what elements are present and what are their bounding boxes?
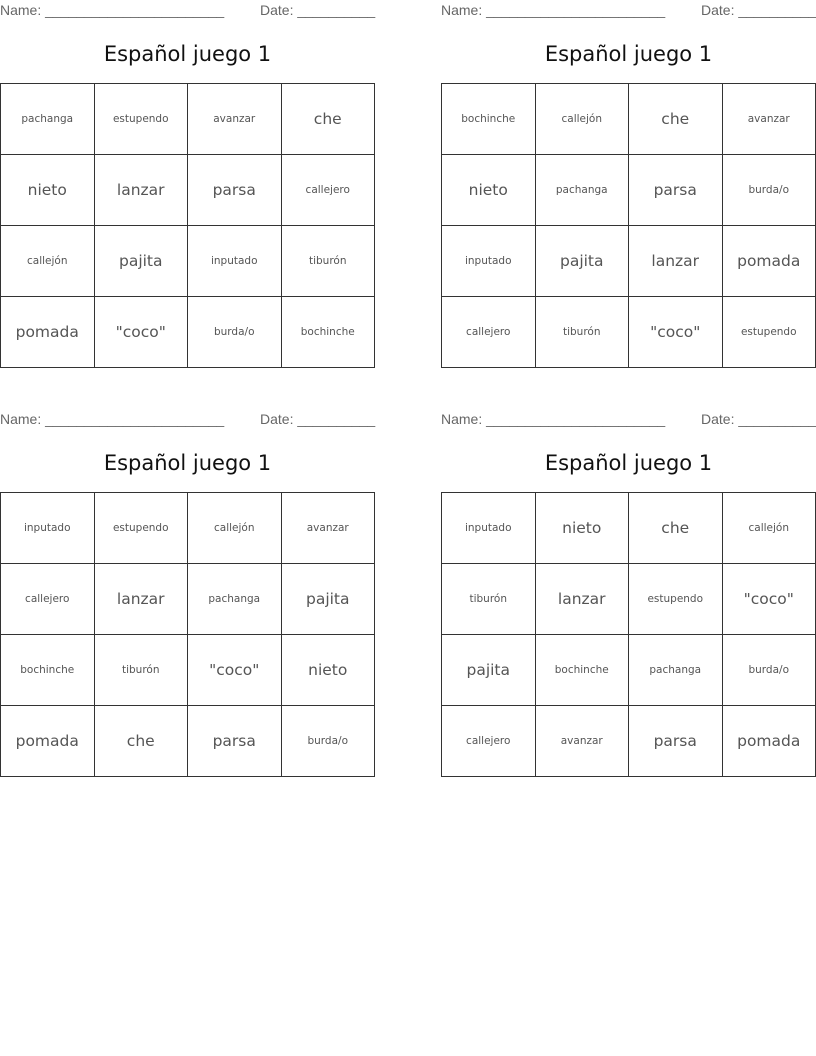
bingo-card <box>441 409 816 750</box>
grid-cell: pomada <box>722 706 816 777</box>
date-line: Date: __________ <box>701 411 816 427</box>
grid-cell: pachanga <box>629 635 723 706</box>
grid-cell: callejero <box>442 297 536 368</box>
grid-cell: bochinche <box>442 84 536 155</box>
grid-cell: burda/o <box>188 297 282 368</box>
grid-cell: nieto <box>442 155 536 226</box>
grid-cell: parsa <box>188 706 282 777</box>
grid-cell: estupendo <box>722 297 816 368</box>
grid-row <box>442 635 816 706</box>
grid-cell: callejón <box>1 226 95 297</box>
bingo-grid <box>441 83 816 368</box>
grid-row <box>1 297 375 368</box>
grid-cell: pachanga <box>1 84 95 155</box>
grid-cell: che <box>629 493 723 564</box>
grid-cell: avanzar <box>188 84 282 155</box>
grid-cell: pachanga <box>188 564 282 635</box>
grid-row <box>1 706 375 777</box>
grid-row <box>1 564 375 635</box>
grid-cell: bochinche <box>281 297 375 368</box>
grid-row <box>442 84 816 155</box>
grid-row <box>1 493 375 564</box>
grid-cell: tiburón <box>535 297 629 368</box>
grid-cell: pajita <box>442 635 536 706</box>
grid-cell: parsa <box>629 706 723 777</box>
card-header <box>0 409 375 431</box>
card-title: Español juego 1 <box>544 42 713 66</box>
grid-cell: parsa <box>629 155 723 226</box>
card-header <box>441 409 816 431</box>
grid-cell: burda/o <box>722 155 816 226</box>
grid-cell: pachanga <box>535 155 629 226</box>
bingo-grid <box>0 83 375 368</box>
grid-cell: pomada <box>722 226 816 297</box>
grid-cell: pomada <box>1 297 95 368</box>
bingo-card <box>0 0 376 341</box>
grid-row <box>1 155 375 226</box>
grid-cell: estupendo <box>629 564 723 635</box>
grid-cell: bochinche <box>535 635 629 706</box>
date-line: Date: __________ <box>260 2 376 18</box>
name-line: Name: _______________________ <box>441 411 666 427</box>
grid-cell: parsa <box>188 155 282 226</box>
grid-cell: tiburón <box>94 635 188 706</box>
grid-cell: che <box>281 84 375 155</box>
grid-cell: pajita <box>535 226 629 297</box>
grid-cell: estupendo <box>94 84 188 155</box>
grid-cell: nieto <box>535 493 629 564</box>
name-line: Name: _______________________ <box>0 2 225 18</box>
grid-row <box>442 564 816 635</box>
grid-cell: avanzar <box>722 84 816 155</box>
grid-cell: tiburón <box>281 226 375 297</box>
grid-cell: callejón <box>722 493 816 564</box>
grid-row <box>442 155 816 226</box>
grid-cell: callejón <box>535 84 629 155</box>
bingo-card <box>441 0 816 341</box>
grid-row <box>442 706 816 777</box>
grid-cell: inputado <box>442 226 536 297</box>
grid-cell: lanzar <box>94 564 188 635</box>
grid-cell: nieto <box>281 635 375 706</box>
grid-cell: che <box>629 84 723 155</box>
card-header <box>0 0 375 22</box>
grid-cell: inputado <box>188 226 282 297</box>
grid-cell: "coco" <box>629 297 723 368</box>
grid-cell: callejero <box>281 155 375 226</box>
grid-cell: pomada <box>1 706 95 777</box>
grid-cell: inputado <box>1 493 95 564</box>
grid-cell: "coco" <box>94 297 188 368</box>
grid-cell: inputado <box>442 493 536 564</box>
grid-cell: bochinche <box>1 635 95 706</box>
grid-cell: estupendo <box>94 493 188 564</box>
grid-row <box>1 84 375 155</box>
grid-cell: avanzar <box>535 706 629 777</box>
grid-cell: "coco" <box>722 564 816 635</box>
grid-cell: pajita <box>94 226 188 297</box>
grid-cell: callejón <box>188 493 282 564</box>
grid-row <box>442 226 816 297</box>
card-title: Español juego 1 <box>103 451 272 475</box>
bingo-card <box>0 409 376 750</box>
name-line: Name: _______________________ <box>0 411 225 427</box>
bingo-grid <box>0 492 375 777</box>
grid-cell: lanzar <box>94 155 188 226</box>
card-title: Español juego 1 <box>103 42 272 66</box>
card-title: Español juego 1 <box>544 451 713 475</box>
grid-cell: nieto <box>1 155 95 226</box>
grid-cell: lanzar <box>629 226 723 297</box>
grid-cell: lanzar <box>535 564 629 635</box>
grid-cell: "coco" <box>188 635 282 706</box>
grid-cell: burda/o <box>722 635 816 706</box>
grid-cell: che <box>94 706 188 777</box>
grid-cell: pajita <box>281 564 375 635</box>
grid-row <box>442 297 816 368</box>
grid-row <box>442 493 816 564</box>
date-line: Date: __________ <box>701 2 816 18</box>
name-line: Name: _______________________ <box>441 2 666 18</box>
grid-cell: tiburón <box>442 564 536 635</box>
bingo-grid <box>441 492 816 777</box>
grid-cell: burda/o <box>281 706 375 777</box>
grid-cell: callejero <box>1 564 95 635</box>
grid-row <box>1 635 375 706</box>
grid-row <box>1 226 375 297</box>
grid-cell: callejero <box>442 706 536 777</box>
date-line: Date: __________ <box>260 411 376 427</box>
grid-cell: avanzar <box>281 493 375 564</box>
card-header <box>441 0 816 22</box>
